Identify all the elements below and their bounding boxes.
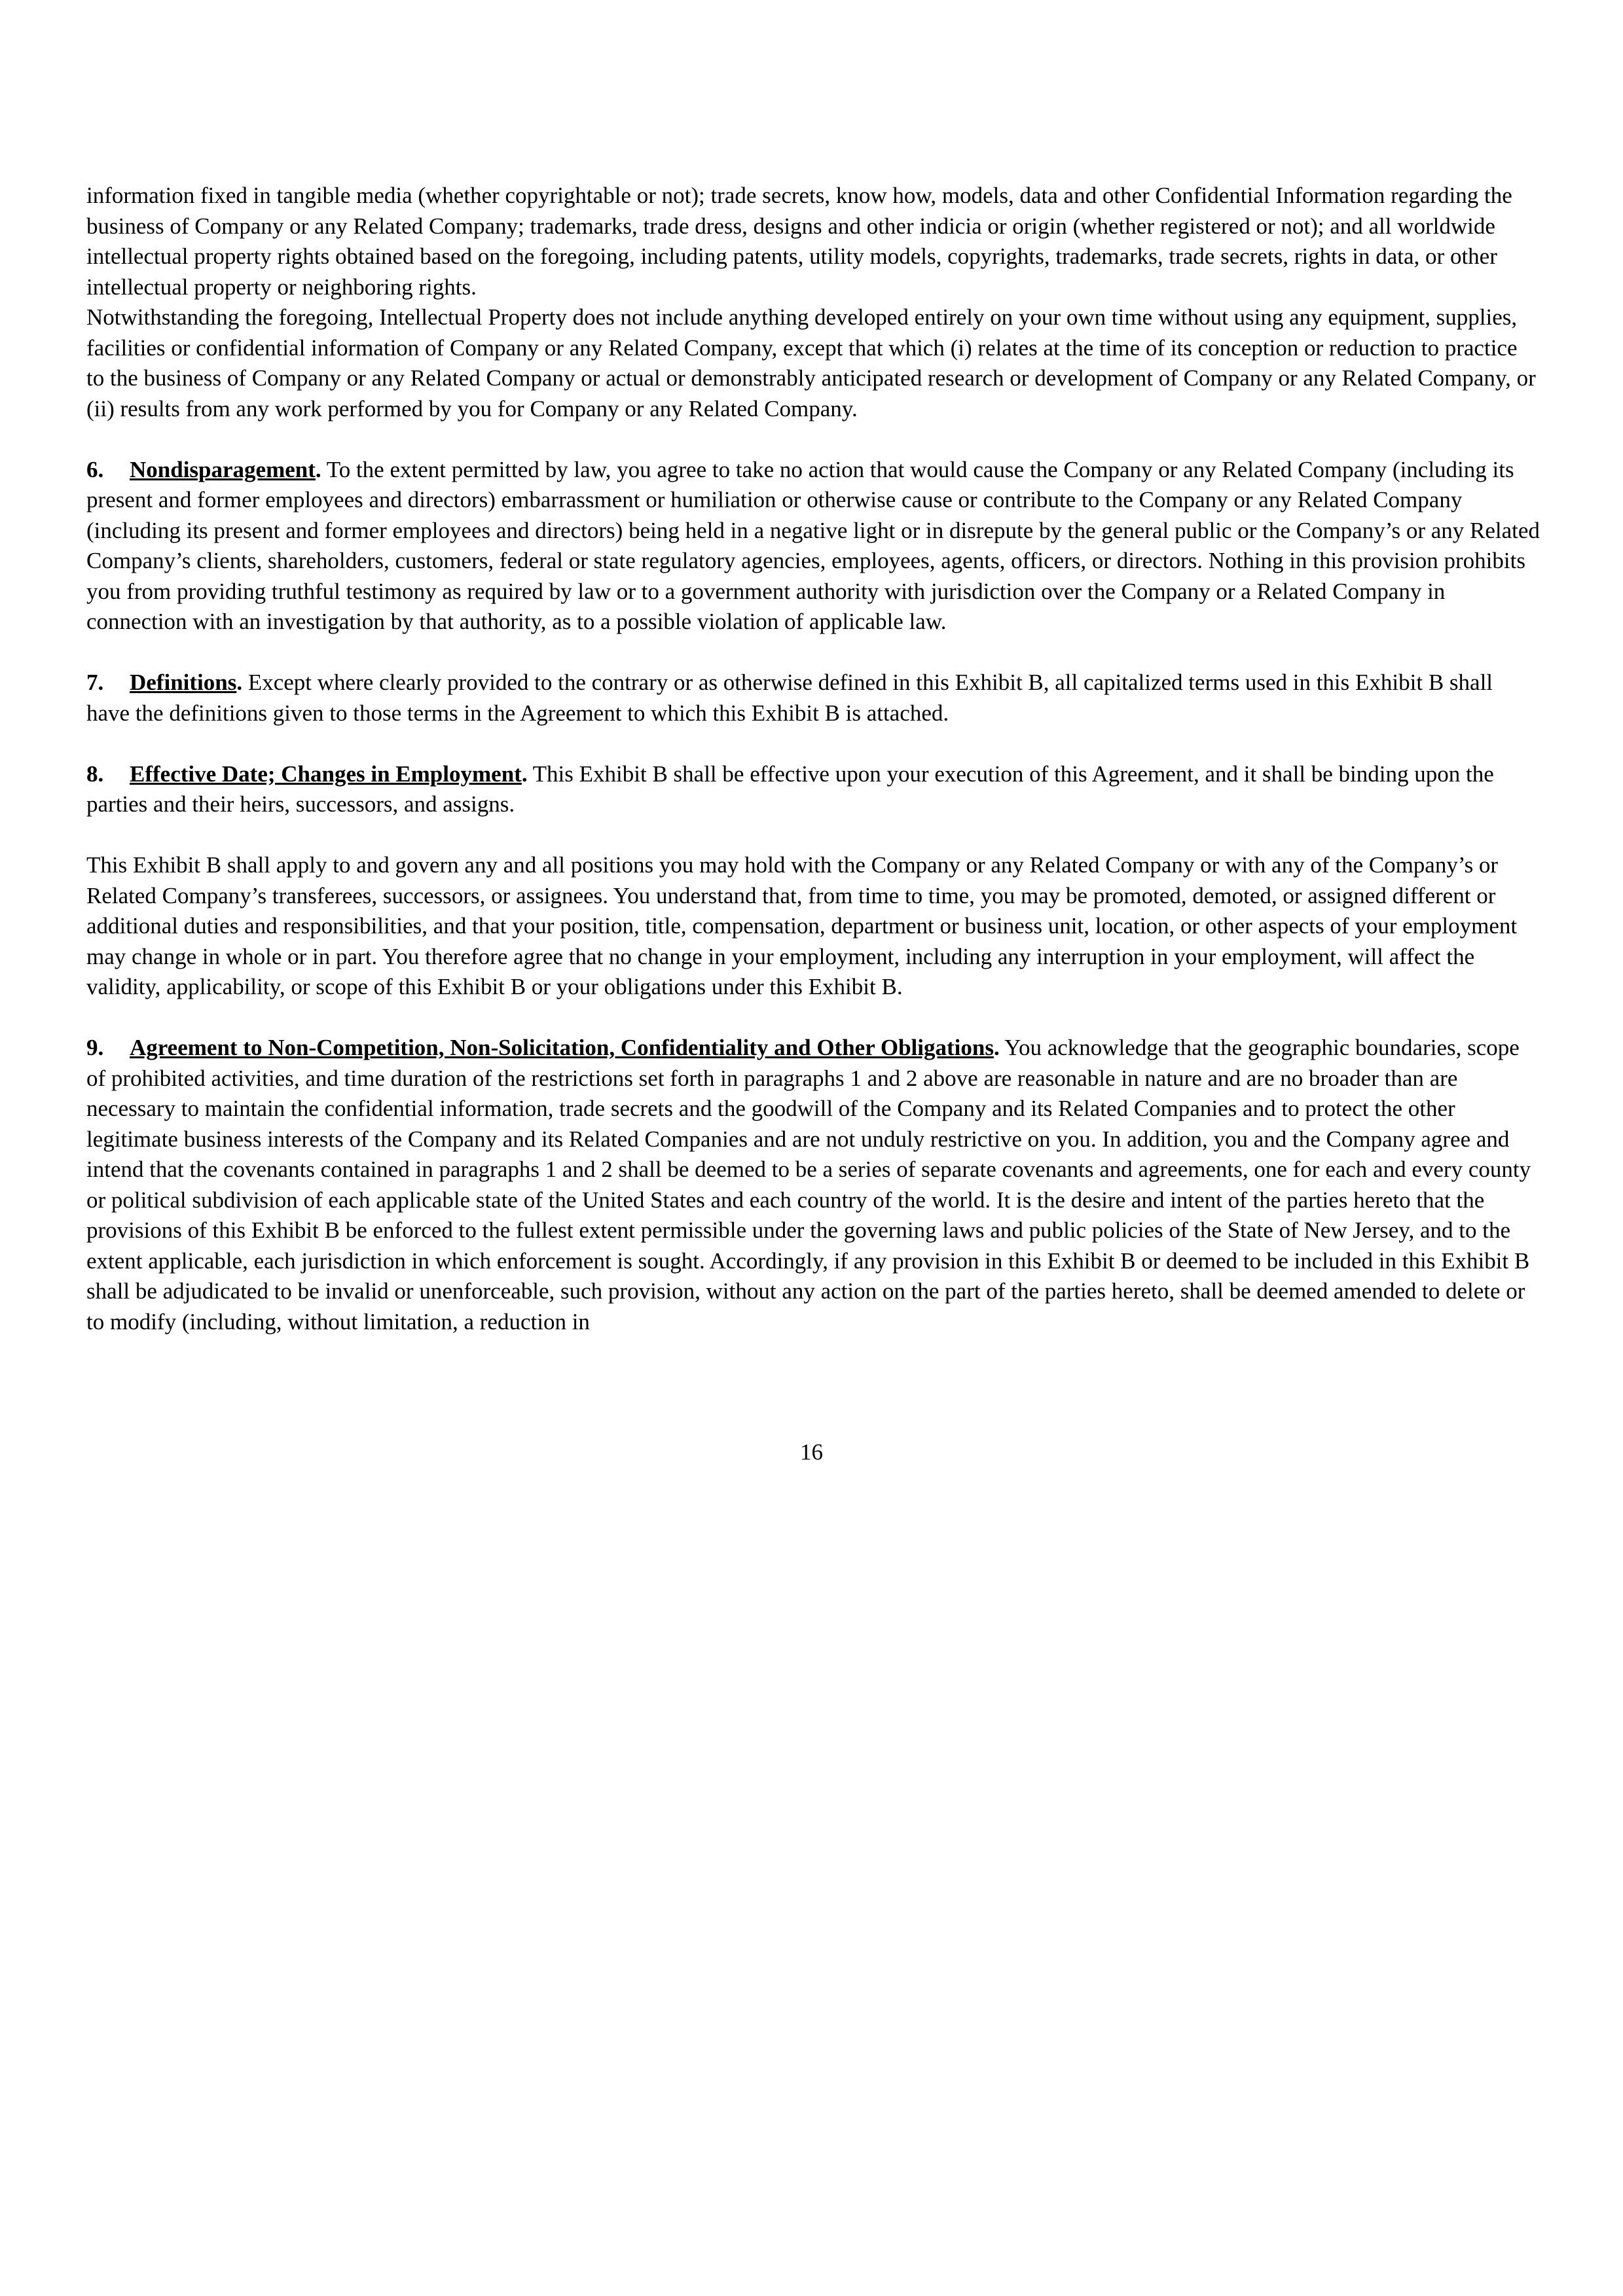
section-text: To the extent permitted by law, you agree to take no action that would cause the Company or any Related Company (including its present and former employees and directors) embarrassment or humiliation or otherwise cause or contribute to the Company or any Related Company (including its present and former employees and directors) being held in a negative light or in disrepute by the general public or the Company’s or any Related Company’s clients, shareholders, customers, federal or state regulatory agencies, employees, agents, officers, or directors. Nothing in this provision prohibits you from providing truthful testimony as required by law or to a government authority with jurisdiction over the Company or a Related Company in connection with an investigation by that authority, as to a possible violation of applicable law. [86, 456, 1540, 634]
section-8-effective-date [86, 759, 1540, 820]
section-8-continuation: This Exhibit B shall apply to and govern any and all positions you may hold with the Company or any Related Company or with any of the Company’s or Related Company’s transferees, successors, or assignees. You understand that, from time to time, you may be promoted, demoted, or assigned different or additional duties and responsibilities, and that your position, title, compensation, department or business unit, location, or other aspects of your employment may change in whole or in part. You therefore agree that no change in your employment, including any interruption in your employment, will affect the validity, applicability, or scope of this Exhibit B or your obligations under this Exhibit B. [86, 852, 1518, 999]
section-9-agreement-obligations [86, 1033, 1540, 1337]
section-number: 6. [86, 456, 104, 482]
section-title-period: . [993, 1035, 1000, 1060]
section-title: Nondisparagement [130, 456, 316, 482]
paragraph-intellectual-property-exclusion: Notwithstanding the foregoing, Intellectual Property does not include anything developed entirely on your own time without using any equipment, supplies, facilities or confidential information of Company or any Related Company, except that which (i) relates at the time of its conception or reduction to practice to the business of Company or any Related Company or actual or demonstrably anticipated research or development of Company or any Related Company, or (ii) results from any work performed by you for Company or any Related Company. [86, 304, 1536, 422]
page-number: 16 [800, 1439, 823, 1465]
section-6-nondisparagement [86, 455, 1540, 637]
section-number: 9. [86, 1035, 104, 1060]
section-number: 8. [86, 761, 104, 787]
section-title: Agreement to Non-Competition, Non-Solicitation, Confidentiality and Other Obligations [130, 1035, 994, 1060]
paragraph-intellectual-property-continued: information fixed in tangible media (whether copyrightable or not); trade secrets, know how, models, data and other Confidential Information regarding the business of Company or any Related Company; trademarks, trade dress, designs and other indicia or origin (whether registered or not); and all worldwide intellectual property rights obtained based on the foregoing, including patents, utility models, copyrights, trademarks, trade secrets, rights in data, or other intellectual property or neighboring rights. [86, 183, 1512, 300]
section-number: 7. [86, 670, 104, 695]
section-title-period: . [315, 456, 321, 482]
section-text: Except where clearly provided to the contrary or as otherwise defined in this Exhibit B, all capitalized terms used in this Exhibit B shall have the definitions given to those terms in the Agreement to which this Exhibit B is attached. [86, 670, 1493, 726]
document-body [86, 181, 1540, 1337]
section-text: You acknowledge that the geographic boundaries, scope of prohibited activities, and time duration of the restrictions set forth in paragraphs 1 and 2 above are reasonable in nature and are no broader than are necessary to maintain the confidential information, trade secrets and the goodwill of the Company and its Related Companies and to protect the other legitimate business interests of the Company and its Related Companies and are not unduly restrictive on you. In addition, you and the Company agree and intend that the covenants contained in paragraphs 1 and 2 shall be deemed to be a series of separate covenants and agreements, one for each and every county or political subdivision of each applicable state of the United States and each country of the world. It is the desire and intent of the parties hereto that the provisions of this Exhibit B be enforced to the fullest extent permissible under the governing laws and public policies of the State of New Jersey, and to the extent applicable, each jurisdiction in which enforcement is sought. Accordingly, if any provision in this Exhibit B or deemed to be included in this Exhibit B shall be adjudicated to be invalid or unenforceable, such provision, without any action on the part of the parties hereto, shall be deemed amended to delete or to modify (including, without limitation, a reduction in [86, 1035, 1531, 1335]
section-title: Definitions [130, 670, 237, 695]
section-text: This Exhibit B shall be effective upon your execution of this Agreement, and it shall be binding upon the parties and their heirs, successors, and assigns. [86, 761, 1494, 817]
section-title: Effective Date; Changes in Employment [130, 761, 522, 787]
section-7-definitions [86, 668, 1540, 728]
section-title-period: . [236, 670, 243, 695]
section-title-period: . [521, 761, 528, 787]
